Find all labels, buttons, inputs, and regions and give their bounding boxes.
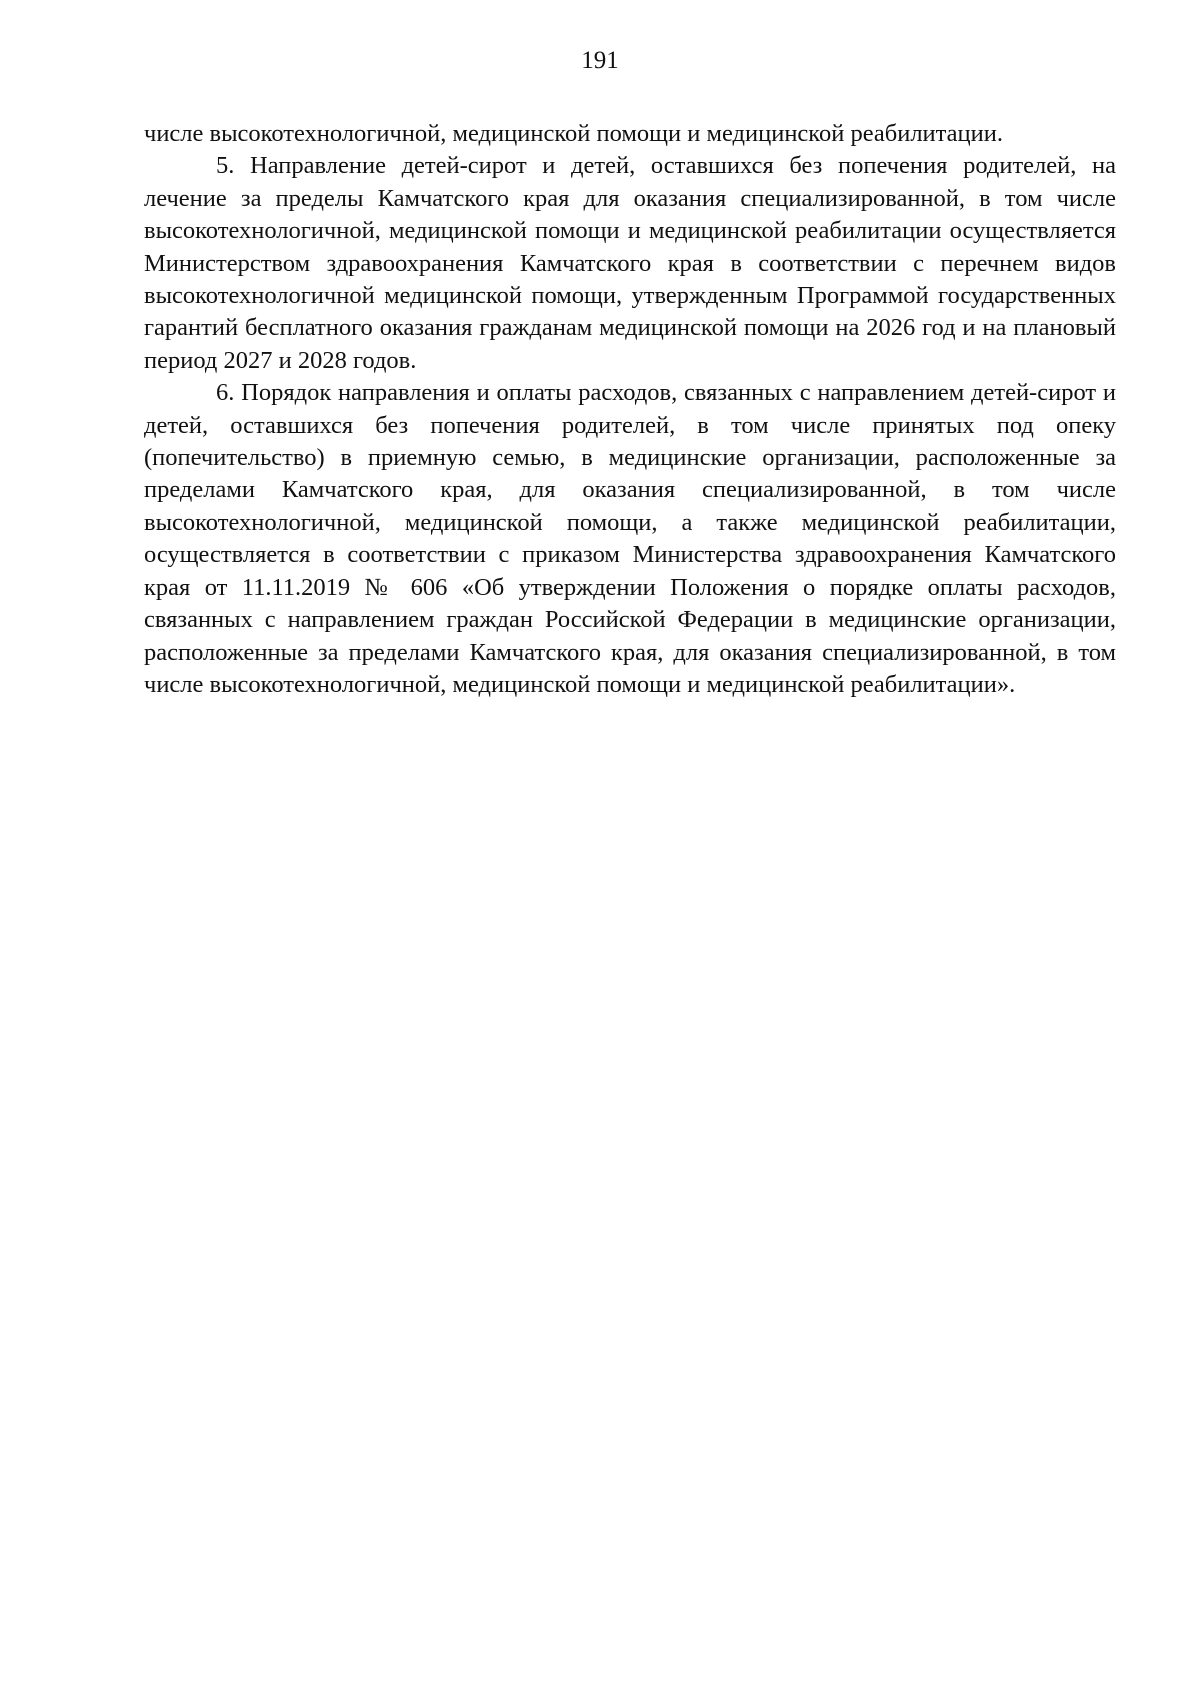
paragraph-item-5: 5. Направление детей-сирот и детей, оставшихся без попечения родителей, на лечение за пределы Камчатского края для оказания специализированной, в том числе высокотехнологичной, медицинской помощи и медицинской реабилитации осуществляется Министерством здравоохранения Камчатского края в соответствии с перечнем видов высокотехнологичной медицинской помощи, утвержденным Программой государственных гарантий бесплатного оказания гражданам медицинской помощи на 2026 год и на плановый период 2027 и 2028 годов. xyxy=(144,152,1116,374)
document-body xyxy=(144,118,1116,701)
paragraph-continuation: числе высокотехнологичной, медицинской помощи и медицинской реабилитации. xyxy=(144,120,1004,147)
paragraph-item-6: 6. Порядок направления и оплаты расходов, связанных с направлением детей-сирот и детей, оставшихся без попечения родителей, в том числе принятых под опеку (попечительство) в приемную семью, в медицинские организации, расположенные за пределами Камчатского края, для оказания специализированной, в том числе высокотехнологичной, медицинской помощи, а также медицинской реабилитации, осуществляется в соответствии с приказом Министерства здравоохранения Камчатского края от 11.11.2019 № 606 «Об утверждении Положения о порядке оплаты расходов, связанных с направлением граждан Российской Федерации в медицинские организации, расположенные за пределами Камчатского края, для оказания специализированной, в том числе высокотехнологичной, медицинской помощи и медицинской реабилитации». xyxy=(144,379,1116,698)
page-number: 191 xyxy=(581,47,619,74)
